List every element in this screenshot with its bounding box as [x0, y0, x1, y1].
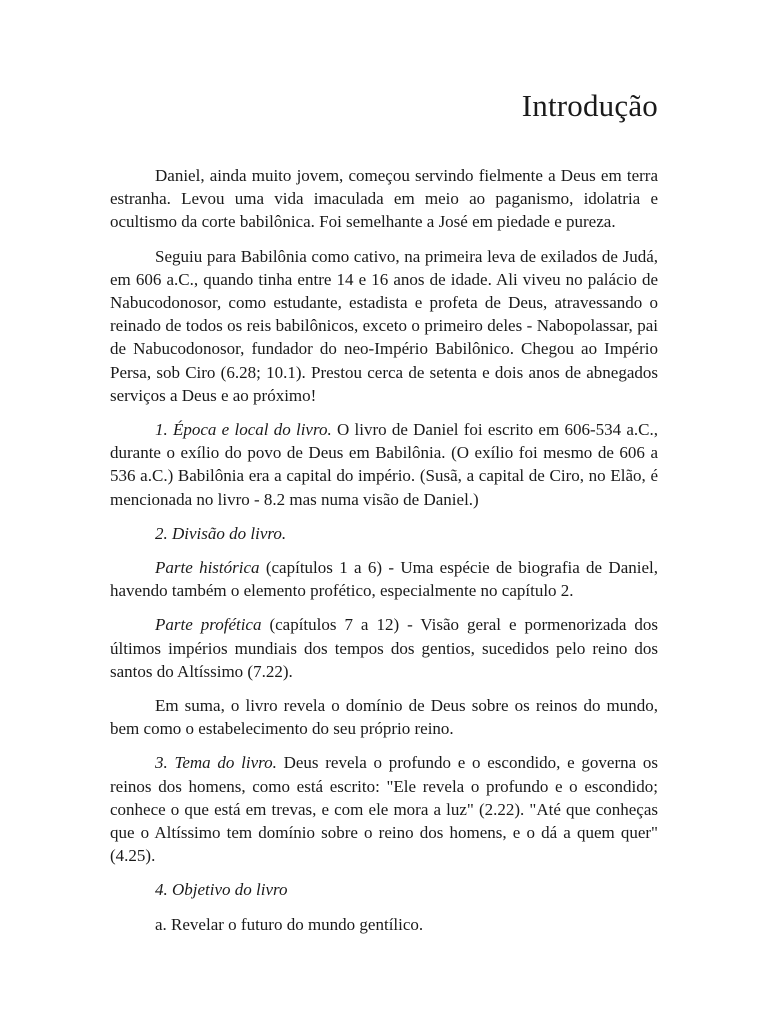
section-heading-epoch: 1. Época e local do livro. — [155, 420, 332, 440]
section-heading-division: 2. Divisão do livro. — [155, 523, 287, 543]
section-text-theme: Deus revela o profundo e o escondido, e governa os reinos dos homens, como está escrito: "Ele revela o profundo e o escondido; conhece o que está em trevas, e com ele mora a luz" (2.22). "Até que conheças que o Altíssimo tem domínio sobre o reino dos homens, e o dá a quem quer" (4.25). — [110, 753, 658, 866]
paragraph-epoch — [110, 418, 658, 511]
document-page — [110, 88, 658, 947]
paragraph-captivity: Seguiu para Babilônia como cativo, na primeira leva de exilados de Judá, em 606 a.C., quando tinha entre 14 e 16 anos de idade. Ali viveu no palácio de Nabucodonosor, como estudante, estadista e profeta de Deus, atravessando o reinado de todos os reis babilônicos, exceto o primeiro deles - Nabopolassar, pai de Nabucodonosor, fundador do neo-Império Babilônico. Chegou ao Império Persa, sob Ciro (6.28; 10.1). Prestou cerca de setenta e dois anos de abnegados serviços a Deus e ao próximo! — [110, 246, 658, 405]
section-heading-theme: 3. Tema do livro. — [155, 753, 277, 773]
paragraph-theme — [110, 751, 658, 867]
section-text-historical-part: (capítulos 1 a 6) - Uma espécie de biografia de Daniel, havendo também o elemento profético, especialmente no capítulo 2. — [110, 558, 658, 601]
paragraph-division — [110, 522, 658, 545]
section-text-prophetic-part: (capítulos 7 a 12) - Visão geral e pormenorizada dos últimos impérios mundiais dos tempos dos gentios, sucedidos pelo reino dos santos do Altíssimo (7.22). — [110, 615, 658, 681]
section-heading-historical-part: Parte histórica — [155, 558, 260, 578]
paragraph-intro: Daniel, ainda muito jovem, começou servindo fielmente a Deus em terra estranha. Levou uma vida imaculada em meio ao paganismo, idolatria e ocultismo da corte babilônica. Foi semelhante a José em piedade e pureza. — [110, 166, 658, 232]
section-heading-objective: 4. Objetivo do livro — [155, 880, 288, 900]
section-text-epoch: O livro de Daniel foi escrito em 606-534 a.C., durante o exílio do povo de Deus em Babilônia. (O exílio foi mesmo de 606 a 536 a.C.) Babilônia era a capital do império. (Susã, a capital de Ciro, no Elão, é mencionada no livro - 8.2 mas numa visão de Daniel.) — [110, 420, 658, 509]
paragraph-summary: Em suma, o livro revela o domínio de Deus sobre os reinos do mundo, bem como o estabelecimento do seu próprio reino. — [110, 696, 658, 739]
section-heading-prophetic-part: Parte profética — [155, 615, 262, 635]
paragraph-objective — [110, 878, 658, 901]
paragraph-objective-a: a. Revelar o futuro do mundo gentílico. — [155, 914, 424, 934]
paragraph-historical-part — [110, 556, 658, 602]
paragraph-prophetic-part — [110, 613, 658, 683]
page-title: Introdução — [521, 88, 658, 123]
